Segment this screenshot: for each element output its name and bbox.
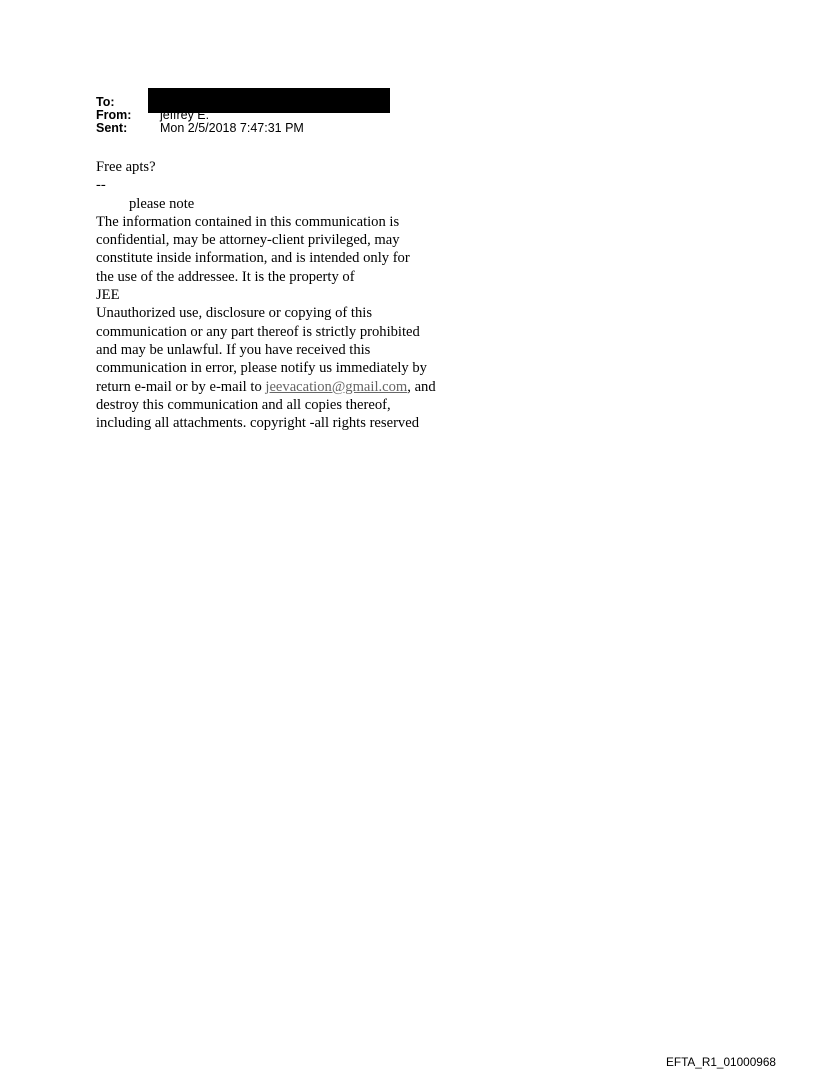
disclaimer-line: Unauthorized use, disclosure or copying of this <box>96 305 373 322</box>
sent-label: Sent: <box>96 121 128 135</box>
sent-value: Mon 2/5/2018 7:47:31 PM <box>160 121 304 135</box>
separator-line: -- <box>96 177 106 194</box>
to-label: To: <box>96 95 115 109</box>
return-line-suffix: , and <box>407 378 436 395</box>
return-line-text: return e-mail or by e-mail to <box>96 378 266 395</box>
email-link[interactable]: jeevacation@gmail.com <box>265 378 408 395</box>
disclaimer-line: and may be unlawful. If you have received this <box>96 341 371 358</box>
disclaimer-line: confidential, may be attorney-client privileged, may <box>96 232 400 249</box>
disclaimer-line: communication or any part thereof is strictly prohibited <box>96 323 420 340</box>
from-label: From: <box>96 108 132 122</box>
disclaimer-line: communication in error, please notify us immediately by <box>96 360 427 377</box>
email-header <box>96 96 304 135</box>
document-id: EFTA_R1_01000968 <box>666 1055 776 1069</box>
disclaimer-line: The information contained in this communication is <box>96 213 400 230</box>
disclaimer-line: the use of the addressee. It is the property of <box>96 268 355 285</box>
return-email-line <box>96 378 476 396</box>
note-line: please note <box>129 195 195 212</box>
sent-row <box>96 122 304 135</box>
closing-line: destroy this communication and all copies thereof, <box>96 396 391 413</box>
subject-line: Free apts? <box>96 159 156 175</box>
disclaimer-line: constitute inside information, and is intended only for <box>96 250 410 267</box>
closing-line: including all attachments. copyright -all rights reserved <box>96 415 419 432</box>
from-value: jeffrey E. <box>160 108 210 122</box>
disclaimer-line: JEE <box>96 287 120 304</box>
message-body <box>96 158 476 432</box>
